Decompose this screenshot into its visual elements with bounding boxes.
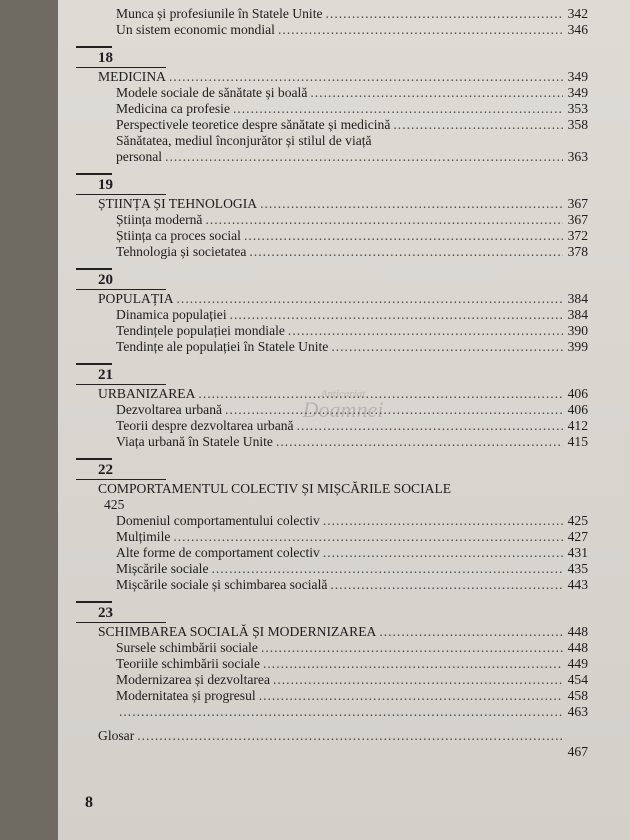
toc-label: Tendințe ale populației în Statele Unite: [116, 339, 329, 354]
toc-page: 372: [567, 228, 588, 243]
toc-label: Un sistem economic mondial: [116, 22, 275, 37]
toc-page: 384: [567, 291, 588, 306]
toc-label: Sursele schimbării sociale: [116, 640, 258, 655]
toc-label: Dezvoltarea urbană: [116, 402, 223, 417]
toc-row: [98, 117, 588, 133]
toc-label: Dinamica populației: [116, 307, 227, 322]
toc-label: Mișcările sociale și schimbarea socială: [116, 577, 328, 592]
toc-label: Tendințele populației mondiale: [116, 323, 285, 338]
chapter-23: [98, 601, 588, 720]
toc-page: 346: [567, 22, 588, 37]
toc-row: [98, 545, 588, 561]
toc-page: 367: [567, 212, 588, 227]
chapter-20: [98, 268, 588, 355]
toc-label: Modele sociale de sănătate și boală: [116, 85, 308, 100]
toc-page: 353: [567, 101, 588, 116]
toc-row: [98, 561, 588, 577]
chapter-title-row: [98, 624, 588, 640]
chapter-title-row: [98, 69, 588, 85]
toc-page: 454: [567, 672, 588, 687]
toc-label: Știința modernă: [116, 212, 203, 227]
toc-row: [98, 640, 588, 656]
toc-page: 448: [567, 624, 588, 639]
toc-page: 425: [567, 513, 588, 528]
chapter-title-row: [98, 196, 588, 212]
chapter-number: 23: [98, 604, 113, 621]
toc-page: 406: [567, 386, 588, 401]
toc-label: Domeniul comportamentului colectiv: [116, 513, 320, 528]
toc-page: 443: [567, 577, 588, 592]
toc-row-wrapped-line2: [98, 149, 588, 165]
toc-row: [98, 85, 588, 101]
table-of-contents: [98, 6, 588, 760]
toc-page: 448: [567, 640, 588, 655]
toc-row: [98, 323, 588, 339]
chapter-title: URBANIZAREA: [98, 386, 196, 401]
toc-label: Știința ca proces social: [116, 228, 241, 243]
chapter-number: 18: [98, 49, 113, 66]
chapter-22: [98, 458, 588, 593]
chapter-number: 22: [98, 461, 113, 478]
toc-row: [98, 397, 588, 422]
chapter-title: COMPORTAMENTUL COLECTIV ȘI MIȘCĂRILE SOCIALE: [98, 481, 452, 496]
toc-page: 342: [567, 6, 588, 21]
chapter-title: MEDICINA: [98, 69, 166, 84]
toc-label: Viața urbană în Statele Unite: [116, 434, 273, 449]
toc-row: [98, 656, 588, 672]
toc-page: 390: [567, 323, 588, 338]
toc-row: [98, 529, 588, 545]
chapter-number: 21: [98, 366, 113, 383]
toc-row: [98, 22, 588, 38]
toc-row: [98, 244, 588, 260]
toc-label: Sănătatea, mediul înconjurător și stilul de viață: [116, 133, 372, 148]
page-number: 8: [85, 794, 93, 811]
toc-label: Alte forme de comportament colectiv: [116, 545, 320, 560]
toc-row-wrapped-line1: [98, 133, 588, 149]
toc-label: Mișcările sociale: [116, 561, 209, 576]
toc-label: personal: [116, 149, 163, 164]
glossary-page-row: [98, 744, 588, 760]
toc-page: 406: [567, 402, 588, 417]
toc-row: [98, 228, 588, 244]
chapter-title-page: 425: [104, 497, 125, 512]
chapter-number: 19: [98, 176, 113, 193]
toc-label: Teorii despre dezvoltarea urbană: [116, 418, 294, 433]
chapter-title: ȘTIINȚA ȘI TEHNOLOGIA: [98, 196, 258, 211]
toc-label: Mulțimile: [116, 529, 171, 544]
toc-page: 358: [567, 117, 588, 132]
toc-page: 363: [567, 149, 588, 164]
toc-row: [98, 688, 588, 704]
toc-page: 399: [567, 339, 588, 354]
toc-label: Modernitatea și progresul: [116, 688, 256, 703]
toc-row: [98, 307, 588, 323]
chapter-21: [98, 363, 588, 450]
toc-page: 349: [567, 85, 588, 100]
book-page: [58, 0, 630, 840]
chapter-title: POPULAȚIA: [98, 291, 174, 306]
toc-page: 449: [567, 656, 588, 671]
toc-page: 412: [567, 418, 588, 433]
toc-row: [98, 212, 588, 228]
toc-label: Modernizarea și dezvoltarea: [116, 672, 270, 687]
toc-row: [98, 101, 588, 117]
toc-row: [98, 672, 588, 688]
chapter-title: SCHIMBAREA SOCIALĂ ȘI MODERNIZAREA: [98, 624, 377, 639]
toc-row: [98, 434, 588, 450]
chapter-19: [98, 173, 588, 260]
toc-label: Teoriile schimbării sociale: [116, 656, 260, 671]
toc-label: Perspectivele teoretice despre sănătate și medicină: [116, 117, 391, 132]
toc-page: 384: [567, 307, 588, 322]
toc-page: 415: [567, 434, 588, 449]
toc-page: 463: [567, 704, 588, 719]
glossary-page: 467: [567, 744, 588, 759]
toc-row: [98, 418, 588, 434]
toc-page: 367: [567, 196, 588, 211]
toc-row: [98, 577, 588, 593]
toc-row: [98, 513, 588, 529]
toc-row: [98, 6, 588, 22]
toc-page: 378: [567, 244, 588, 259]
toc-row: [98, 339, 588, 355]
toc-page: 458: [567, 688, 588, 703]
chapter-title-row: [98, 386, 588, 402]
chapter-18: [98, 46, 588, 165]
toc-label: Tehnologia și societatea: [116, 244, 247, 259]
toc-page: 435: [567, 561, 588, 576]
toc-page: 427: [567, 529, 588, 544]
toc-row-continued: [98, 704, 588, 720]
toc-page: 431: [567, 545, 588, 560]
chapter-number: 20: [98, 271, 113, 288]
chapter-title-row: [98, 291, 588, 307]
watermark-main: Doamnei: [302, 397, 384, 422]
toc-page: 349: [567, 69, 588, 84]
watermark-top: Anticariat: [320, 388, 366, 400]
toc-label: Medicina ca profesie: [116, 101, 230, 116]
glossary-label: Glosar: [98, 728, 135, 743]
toc-label: Munca și profesiunile în Statele Unite: [116, 6, 323, 21]
glossary-row: [98, 728, 588, 744]
